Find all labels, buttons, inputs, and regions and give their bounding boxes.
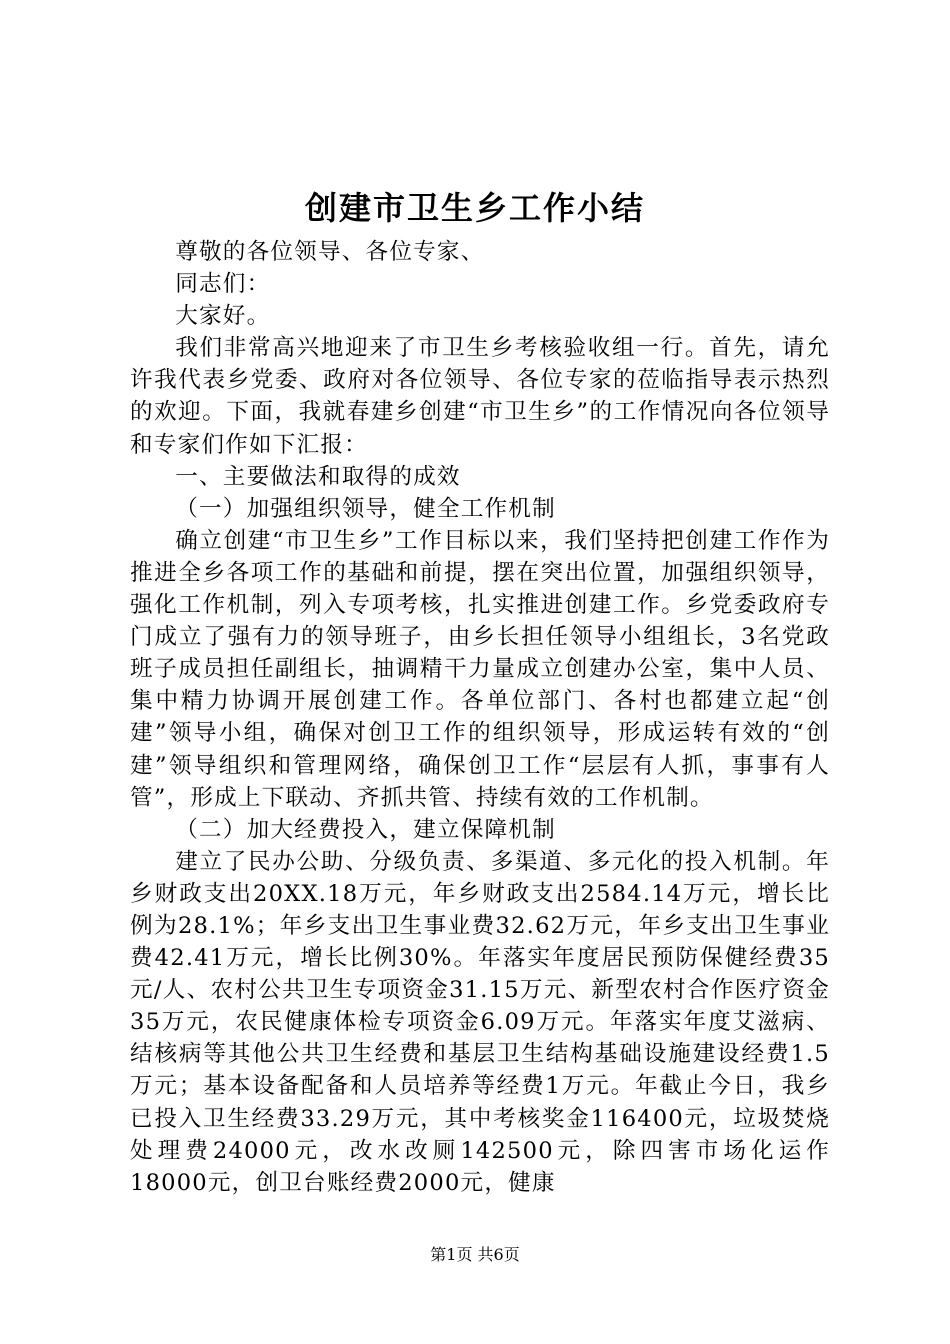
salutation-line: 尊敬的各位领导、各位专家、: [175, 239, 485, 265]
document-title: 创建市卫生乡工作小结: [304, 189, 645, 227]
body-paragraph: 建立了民办公助、分级负责、多渠道、多元化的投入机制。年乡财政支出20XX.18万元，年乡财政支出2584.14万元，增长比例为28.1%；年乡支出卫生事业费32.62万元，年乡支出卫生事业费42.41万元，增长比例30%。年落实年度居民预防保健经费35元/人、农村公共卫生专项资金31.15万元、新型农村合作医疗资金35万元，农民健康体检专项资金6.09万元。年落实年度艾滋病、结核病等其他公共卫生经费和基层卫生结构基础设施建设经费1.5万元；基本设备配备和人员培养等经费1万元。年截止今日，我乡已投入卫生经费33.29万元，其中考核奖金116400元，垃圾焚烧处理费24000元，改水改厕142500元，除四害市场化运作18000元，创卫台账经费2000元，健康: [130, 848, 830, 1196]
salutation-line: 同志们：: [175, 271, 271, 298]
intro-paragraph: 我们非常高兴地迎来了市卫生乡考核验收组一行。首先，请允许我代表乡党委、政府对各位领导、各位专家的莅临指导表示热烈的欢迎。下面，我就春建乡创建“市卫生乡”的工作情况向各位领导和专家们作如下汇报：: [130, 335, 830, 458]
subsection-heading: （一）加强组织领导，健全工作机制: [175, 495, 556, 522]
subsection-heading: （二）加大经费投入，建立保障机制: [175, 816, 556, 843]
section-heading: 一、主要做法和取得的成效: [175, 463, 461, 490]
body-paragraph: 确立创建“市卫生乡”工作目标以来，我们坚持把创建工作作为推进全乡各项工作的基础和前提，摆在突出位置，加强组织领导，强化工作机制，列入专项考核，扎实推进创建工作。乡党委政府专门成立了强有力的领导班子，由乡长担任领导小组组长，3名党政班子成员担任副组长，抽调精干力量成立创建办公室，集中人员、集中精力协调开展创建工作。各单位部门、各村也都建立起“创建”领导小组，确保对创卫工作的组织领导，形成运转有效的“创建”领导组织和管理网络，确保创卫工作“层层有人抓，事事有人管”，形成上下联动、齐抓共管、持续有效的工作机制。: [130, 527, 830, 811]
page-footer: 第1页 共6页: [430, 1245, 520, 1264]
greeting-line: 大家好。: [175, 303, 271, 330]
document-body: [130, 236, 830, 1199]
